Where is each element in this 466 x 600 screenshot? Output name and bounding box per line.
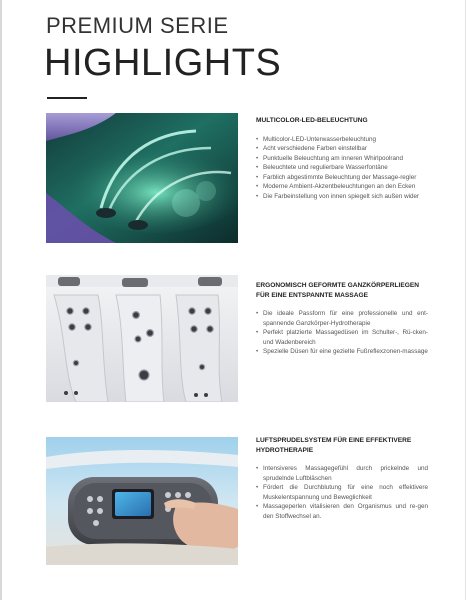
list-item: • Massageperlen vitalisieren den Organismus und re-gen den Stoffwechsel an. (256, 502, 428, 521)
list-item: • Die Farbeinstellung von innen spiegelt sich außen wider (256, 192, 428, 202)
led-water-fountain-photo (46, 113, 238, 243)
list-item: • Perfekt platzierte Massagedüsen im Schulter-, Rü-cken- und Wadenbereich (256, 328, 428, 347)
section-ergonomic-loungers (256, 281, 428, 357)
control-panel-hand-photo (46, 437, 238, 565)
list-item: • Punktuelle Beleuchtung am inneren Whirlpoolrand (256, 154, 428, 164)
title-underline (47, 97, 87, 99)
list-item: • Beleuchtete und regulierbare Wasserfontäne (256, 163, 428, 173)
section-heading: ERGONOMISCH GEFORMTE GANZKÖRPERLIEGEN FÜR EINE ENTSPANNTE MASSAGE (256, 282, 420, 299)
series-title: PREMIUM SERIE (46, 13, 229, 38)
list-item: • Multicolor-LED-Unterwasserbeleuchtung (256, 135, 428, 145)
page-edge-left (0, 0, 2, 600)
list-item: • Acht verschiedene Farben einstellbar (256, 144, 428, 154)
list-item: • Spezielle Düsen für eine gezielte Fußreflexzonen-massage (256, 347, 428, 357)
section-led-lighting (256, 116, 428, 202)
list-item: • Fördert die Durchblutung für eine noch effektivere Muskelentspannung und Beweglichkeit (256, 483, 428, 502)
bullet-list (256, 135, 428, 202)
list-item: • Die ideale Passform für eine professionelle und ent-spannende Ganzkörper-Hydrotherapie (256, 309, 428, 328)
list-item: • Intensiveres Massagegefühl durch prickelnde und sprudelnde Luftbläschen (256, 464, 428, 483)
section-heading: LUFTSPRUDELSYSTEM FÜR EINE EFFEKTIVERE HYDROTHERAPIE (256, 437, 412, 454)
bullet-list (256, 464, 428, 522)
list-item: • Farblich abgestimmte Beleuchtung der Massage-regler (256, 173, 428, 183)
section-heading: MULTICOLOR-LED-BELEUCHTUNG (256, 117, 368, 124)
section-air-bubble-system (256, 436, 428, 522)
list-item: • Moderne Ambient-Akzentbeleuchtungen an den Ecken (256, 182, 428, 192)
hot-tub-seats-with-jets-photo (46, 275, 238, 402)
page-title: HIGHLIGHTS (44, 42, 282, 84)
bullet-list (256, 309, 428, 357)
